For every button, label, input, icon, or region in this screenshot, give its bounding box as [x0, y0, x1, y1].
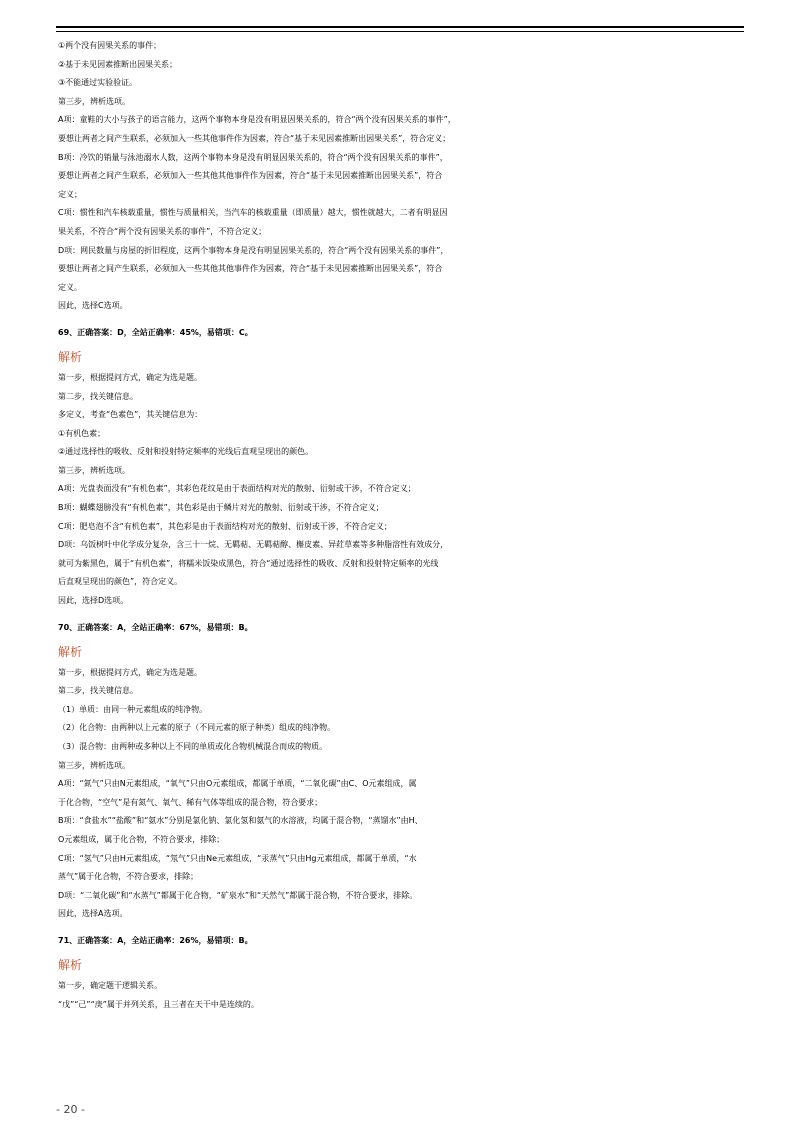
question-71	[58, 931, 748, 1014]
text-line: A项：“氮气”只由N元素组成，“氧气”只由O元素组成，都属于单质，“二氧化碳”由C、O元素组成，属	[58, 779, 417, 789]
text-line: “戊”“己”“庚”属于并列关系，且三者在天干中是连续的。	[58, 999, 259, 1009]
question-69	[58, 323, 748, 611]
text-line: D项：乌饭树叶中化学成分复杂，含三十一烷、无羁萜、无羁萜醇、槲皮素、异荭草素等多种脂溶性有效成分，	[58, 540, 449, 550]
text-line: 后直观呈现出的颜色”，符合定义。	[58, 577, 183, 587]
question-70	[58, 618, 748, 924]
page-number: - 20 -	[56, 1103, 85, 1116]
text-line: 因此，选择D选项。	[58, 596, 129, 606]
analysis-label: 解析	[58, 644, 83, 659]
header-rule-thin	[56, 31, 744, 32]
analysis-label: 解析	[58, 957, 83, 972]
text-line: 因此，选择C选项。	[58, 301, 128, 311]
text-line: 于化合物，“空气”是有氮气、氧气、稀有气体等组成的混合物，符合要求；	[58, 797, 323, 807]
text-line: 因此，选择A选项。	[58, 909, 128, 919]
header-rule-thick	[56, 26, 744, 28]
text-line: B项：冷饮的销量与泳池溺水人数，这两个事物本身是没有明显因果关系的，符合“两个没有因果关系的事件”，	[58, 152, 448, 162]
block1-paragraph	[58, 37, 748, 316]
text-line: ①有机色素；	[58, 428, 106, 438]
text-line: 要想让两者之间产生联系，必须加入一些其他其他事件作为因素，符合“基于未见因素推断出因果关系”，符合	[58, 171, 443, 181]
text-line: A项：童鞋的大小与孩子的语言能力，这两个事物本身是没有明显因果关系的，符合“两个没有因果关系的事件”，	[58, 115, 456, 125]
text-line: ②通过选择性的吸收、反射和投射特定频率的光线后直观呈现出的颜色。	[58, 447, 314, 457]
text-line: 第二步，找关键信息。	[58, 686, 138, 696]
answer-heading: 70、正确答案：A，全站正确率：67%，易错项：B。	[58, 622, 253, 632]
text-line: （1）单质：由同一种元素组成的纯净物。	[58, 704, 208, 714]
text-line: C项：“氢气”只由H元素组成，“氖气”只由Ne元素组成，“汞蒸气”只由Hg元素组成，都属于单质，“水	[58, 853, 417, 863]
text-line: （3）混合物：由两种或多种以上不同的单质或化合物机械混合而成的物质。	[58, 742, 328, 751]
text-line: B项：“食盐水”“盐酸”和“氨水”分别是氯化钠、氯化氢和氨气的水溶液，均属于混合物，“蒸馏水”由H、	[58, 816, 423, 826]
answer-heading: 69、正确答案：D，全站正确率：45%，易错项：C。	[58, 327, 253, 337]
text-line: 多定义，考查“色素色”，其关键信息为：	[58, 410, 203, 420]
text-line: C项：肥皂泡不含“有机色素”，其色彩是由于表面结构对光的散射、衍射或干涉，不符合定义；	[58, 521, 392, 531]
text-line: 要想让两者之间产生联系，必须加入一些其他事件作为因素，符合“基于未见因素推断出因果关系”，符合定义；	[58, 133, 451, 143]
analysis-label: 解析	[58, 349, 83, 364]
text-line: 第一步，确定题干逻辑关系。	[58, 980, 162, 990]
text-line: ③不能通过实验验证。	[58, 78, 138, 88]
text-line: 定义；	[58, 189, 82, 199]
text-line: 要想让两者之间产生联系，必须加入一些其他其他事件作为因素，符合“基于未见因素推断出因果关系”，符合	[58, 264, 443, 274]
text-line: ①两个没有因果关系的事件；	[58, 41, 162, 50]
text-line: D项：“二氧化碳”和“水蒸气”都属于化合物，“矿泉水”和“天然气”都属于混合物，不符合要求，排除。	[58, 890, 418, 900]
text-line: 就可为紫黑色，属于“有机色素”，将糯米饭染成黑色，符合“通过选择性的吸收、反射和投射特定频率的光线	[58, 558, 439, 568]
text-line: 第三步，辨析选项。	[58, 465, 130, 475]
text-line: D项：网民数量与房屋的折旧程度，这两个事物本身是没有明显因果关系的，符合“两个没有因果关系的事件”，	[58, 245, 449, 255]
text-line: 第三步，辨析选项。	[58, 96, 130, 106]
text-line: 第二步，找关键信息。	[58, 391, 138, 401]
text-line: C项：惯性和汽车核载重量，惯性与质量相关，当汽车的核载重量（即质量）越大，惯性就越大，二者有明显因	[58, 208, 448, 218]
text-line: 第三步，辨析选项。	[58, 760, 130, 770]
answer-heading: 71、正确答案：A，全站正确率：26%，易错项：B。	[58, 935, 253, 945]
text-line: O元素组成，属于化合物，不符合要求，排除；	[58, 834, 225, 844]
text-line: ②基于未见因素推断出因果关系；	[58, 59, 178, 69]
text-line: 第一步，根据提问方式，确定为选是题。	[58, 667, 202, 677]
text-line: （2）化合物：由两种以上元素的原子（不同元素的原子种类）组成的纯净物。	[58, 723, 336, 733]
text-line: 定义。	[58, 282, 82, 292]
text-line: B项：蝴蝶翅膀没有“有机色素”，其色彩是由于鳞片对光的散射、衍射或干涉，不符合定义；	[58, 503, 384, 513]
document-body	[58, 37, 748, 1014]
text-line: 蒸气”属于化合物，不符合要求，排除；	[58, 872, 199, 882]
text-line: 第一步，根据提问方式，确定为选是题。	[58, 372, 202, 382]
text-line: A项：光盘表面没有“有机色素”，其彩色花纹是由于表面结构对光的散射、衍射或干涉，不符合定义；	[58, 484, 416, 494]
text-line: 果关系，不符合“两个没有因果关系的事件”，不符合定义；	[58, 226, 267, 236]
